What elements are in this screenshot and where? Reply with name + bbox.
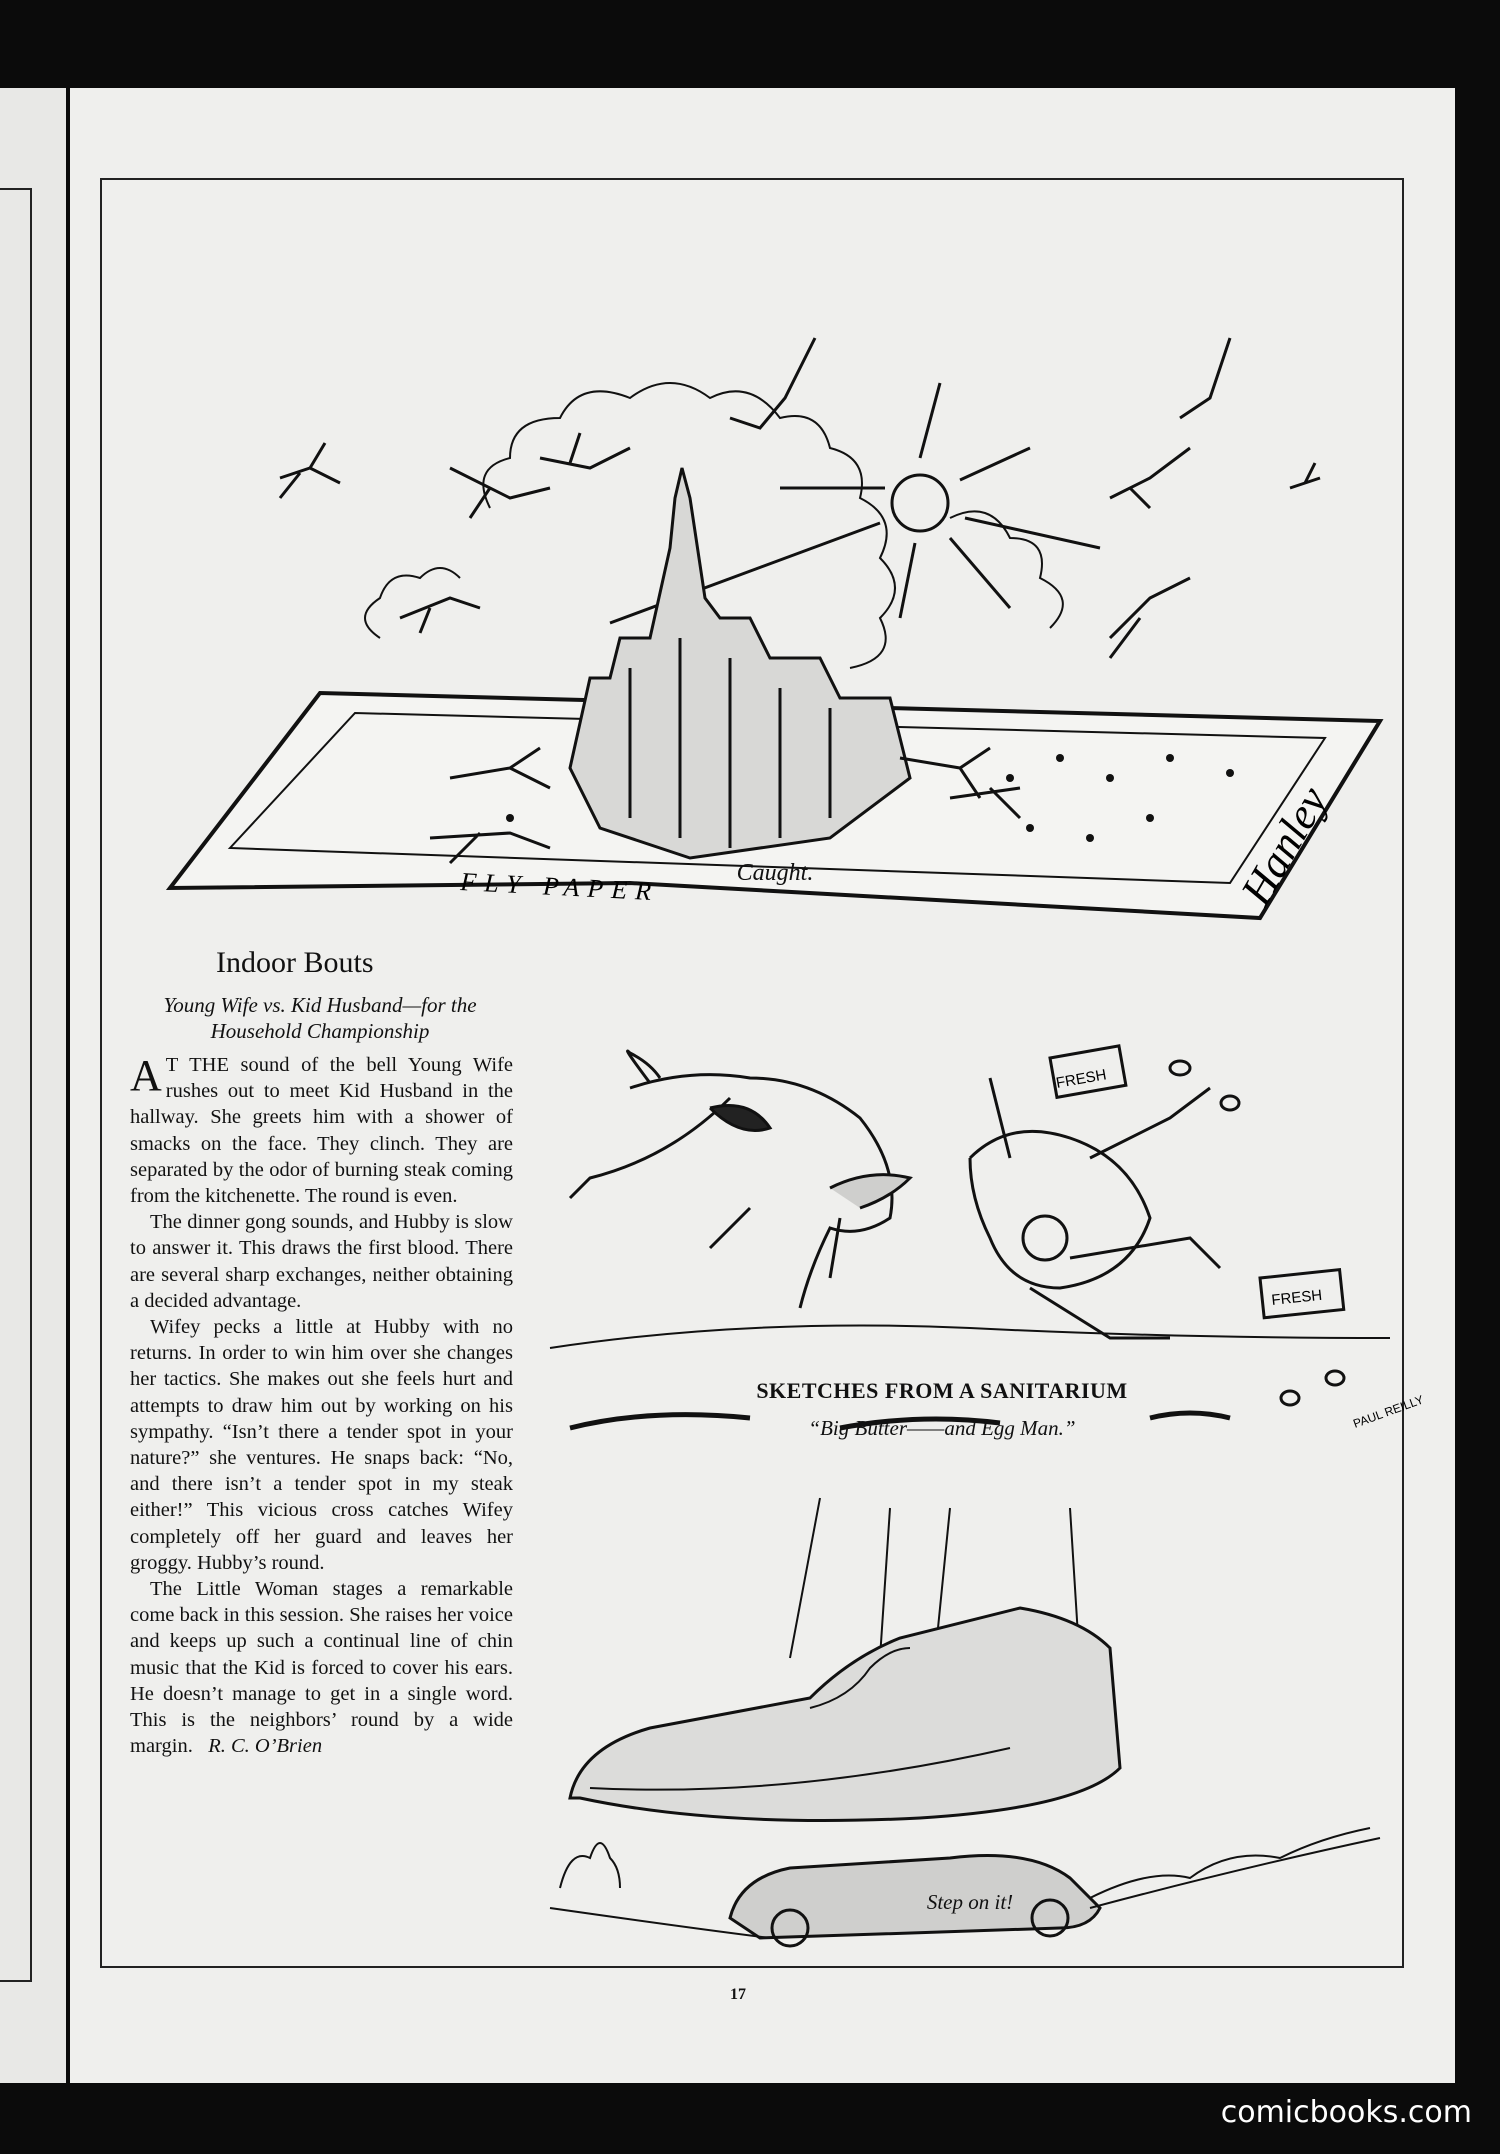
fly-paper-sign: FLY PAPER [459,867,660,907]
egg-box-label-1: FRESH [1054,1066,1108,1092]
cartoon1-caption: Caught. [736,860,814,886]
byline: R. C. O’Brien [208,1735,323,1758]
cartoon3-caption: Step on it! [926,1890,1014,1914]
lead-in: T THE [165,1054,229,1076]
facing-page-edge [0,88,66,2083]
sketches-title: SKETCHES FROM A SANITARIUM [756,1378,1128,1403]
page-number: 17 [730,1986,746,2003]
article-subtitle: Young Wife vs. Kid Husband—for the Household Championship [163,993,477,1043]
paragraph-2: The dinner gong sounds, and Hubby is slow to answer it. This draws the first blood. There are several sharp exchanges, neither obtaining a decided advantage. [130,1211,513,1312]
egg-box-label-2: FRESH [1270,1286,1323,1309]
paragraph-4 [130,1576,513,1759]
article-body [130,1052,513,1759]
cartoon-signature: Hanley [1231,778,1338,913]
cartoon2-caption: “Big Butter——and Egg Man.” [808,1416,1076,1440]
facing-page-border [0,188,32,1982]
paragraph-1 [130,1052,513,1209]
article-title: Indoor Bouts [216,946,374,979]
magazine-page [70,88,1455,2083]
paragraph-1-text: sound of the bell Young Wife rushes out to meet Kid Husband in the hallway. She greets him with a shower of smacks on the face. They clinch. They are separated by the odor of burning steak coming from the kitchenette. The round is even. [130,1054,513,1208]
watermark: comicbooks.com [1220,2095,1472,2130]
cartoon2-signature: PAUL REILLY [1351,1392,1426,1431]
drop-cap: A [130,1051,162,1100]
paragraph-3: Wifey pecks a little at Hubby with no returns. In order to win him over she changes her tactics. She makes out she feels hurt and attempts to draw him out by working on his sympathy. “Isn’t there a tender spot in your nature?” she ventures. He snaps back: “No, and there isn’t a tender spot in my steak either!” This vicious cross catches Wifey completely off her guard and leaves her groggy. Hubby’s round. [130,1316,513,1574]
paragraph-4-text: The Little Woman stages a remarkable come back in this session. She raises her voice and keeps up such a continual line of chin music that the Kid is forced to cover his ears. He doesn’t manage to get in a single word. This is the neighbors’ round by a wide margin. [130,1578,513,1758]
